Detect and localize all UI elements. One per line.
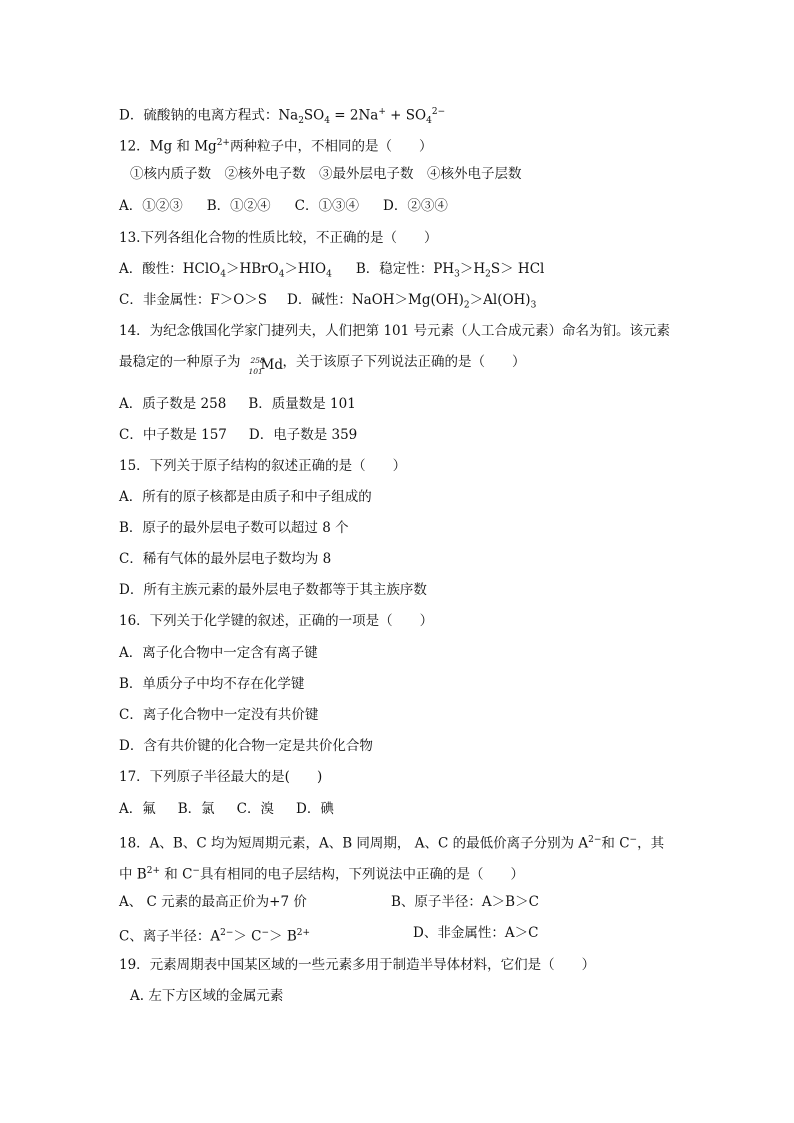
q13-option-c: C．非金属性：F＞O＞S: [119, 292, 268, 308]
q18-option-b: B、原子半径：A＞B＞C: [391, 894, 539, 910]
q16-option-a: A．离子化合物中一定含有离子键: [119, 645, 318, 661]
q12-option-b: B．①②④: [206, 198, 271, 214]
q18-option-d: D、非金属性：A＞C: [413, 925, 539, 941]
q18-stem-line1: 18．A、B、C 均为短周期元素，A、B 同周期， A、C 的最低价离子分别为 $A^{2-}$和 C−，其: [119, 835, 665, 852]
q17-option-c: C．溴: [236, 801, 275, 817]
q19-option-a: A. 左下方区域的金属元素: [130, 988, 284, 1004]
q15-stem: 15．下列关于原子结构的叙述正确的是（ ）: [119, 458, 407, 474]
q13-option-b: B．稳定性：$PH_3>H_2S>$ HCl: [355, 261, 545, 280]
md-nuclide-symbol: 258 101 Md: [248, 355, 283, 376]
q13-options-cd: [119, 290, 536, 316]
q14-option-a: A．质子数是 258: [119, 396, 227, 412]
q11-option-d: D．硫酸钠的电离方程式：$Na_2SO_4 = 2Na^+ + SO_4^{2-}$: [119, 107, 446, 127]
q13-options-ab: [119, 259, 544, 285]
q14-option-d: D．电子数是 359: [248, 427, 358, 443]
q17-option-b: B．氯: [177, 801, 215, 817]
q12-option-c: C．①③④: [294, 198, 360, 214]
q14-stem-line2: 最稳定的一种原子为 258 101 Md ，关于该原子下列说法正确的是（ ）: [119, 354, 526, 376]
q12-option-a: A．①②③: [119, 198, 183, 214]
q18-stem-line2: 中 $B^{2+}$ 和 C−具有相同的电子层结构，下列说法中正确的是（ ）: [119, 866, 524, 883]
q13-option-d: D．碱性：$NaOH>Mg(OH)_2>Al(OH)_3$: [287, 292, 537, 311]
q14-option-b: B．质量数是 101: [248, 396, 356, 412]
q15-option-c: C．稀有气体的最外层电子数均为 8: [119, 551, 332, 567]
q17-stem: 17．下列原子半径最大的是( ): [119, 769, 323, 785]
q15-option-b: B．原子的最外层电子数可以超过 8 个: [119, 520, 349, 536]
q16-option-c: C．离子化合物中一定没有共价键: [119, 707, 319, 723]
q17-options: [119, 799, 334, 819]
q13-option-a: A．酸性：$HClO_4>HBrO_4>HIO_4$: [119, 261, 332, 280]
q17-option-d: D．碘: [296, 801, 334, 817]
q14-stem-line1: 14．为纪念俄国化学家门捷列夫，人们把第 101 号元素（人工合成元素）命名为钔。该元素: [119, 323, 671, 339]
q15-option-a: A．所有的原子核都是由质子和中子组成的: [119, 489, 372, 505]
q19-stem: 19．元素周期表中国某区域的一些元素多用于制造半导体材料，它们是（ ）: [119, 957, 596, 973]
q12-option-d: D．②③④: [383, 198, 448, 214]
q17-option-a: A．氟: [119, 801, 156, 817]
q14-option-c: C．中子数是 157: [119, 427, 227, 443]
q12-stem: 12．Mg 和 $Mg^{2+}$两种粒子中，不相同的是（ ）: [119, 138, 433, 155]
q12-options: [119, 196, 448, 216]
q16-stem: 16．下列关于化学键的叙述，正确的一项是（ ）: [119, 613, 434, 629]
q14-options-cd: [119, 425, 357, 445]
q16-option-b: B．单质分子中均不存在化学键: [119, 676, 305, 692]
q12-items: ①核内质子数 ②核外电子数 ③最外层电子数 ④核外电子层数: [130, 166, 522, 182]
q14-options-ab: [119, 394, 356, 414]
q18-option-c: C、离子半径：$A^{2-}> C^-> B^{2+}$: [119, 928, 311, 945]
q18-option-a: A、 C 元素的最高正价为+7 价: [119, 894, 307, 910]
q15-option-d: D．所有主族元素的最外层电子数都等于其主族序数: [119, 582, 427, 598]
q16-option-d: D．含有共价键的化合物一定是共价化合物: [119, 738, 373, 754]
q13-stem: 13.下列各组化合物的性质比较，不正确的是（ ）: [119, 230, 438, 246]
